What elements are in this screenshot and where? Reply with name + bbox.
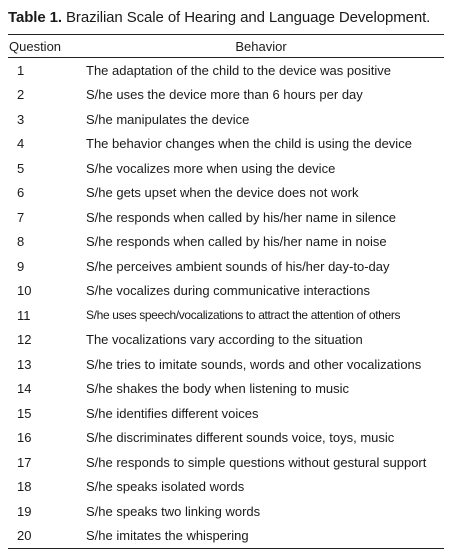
behavior-text: S/he perceives ambient sounds of his/her day-to-day — [86, 258, 390, 274]
behavior-table — [8, 34, 444, 549]
question-number: 3 — [17, 111, 25, 127]
table-row — [8, 254, 444, 279]
table-row — [8, 524, 444, 549]
question-number: 2 — [17, 87, 25, 103]
question-number: 14 — [17, 381, 32, 397]
behavior-text: S/he discriminates different sounds voice, toys, music — [86, 430, 395, 446]
table-row — [8, 107, 444, 132]
behavior-text: The adaptation of the child to the device was positive — [86, 62, 391, 78]
table-row — [8, 475, 444, 500]
header-behavior: Behavior — [78, 35, 444, 58]
table-row — [8, 352, 444, 377]
behavior-text: S/he uses the device more than 6 hours per day — [86, 87, 363, 103]
table-row — [8, 230, 444, 255]
question-number: 7 — [17, 209, 25, 225]
behavior-text: S/he responds when called by his/her name in silence — [86, 209, 397, 225]
question-number: 16 — [17, 430, 32, 446]
question-number: 20 — [8, 524, 78, 549]
table-row — [8, 426, 444, 451]
header-question: Question — [8, 35, 78, 58]
behavior-text: S/he shakes the body when listening to music — [86, 381, 350, 397]
question-number: 9 — [17, 258, 25, 274]
behavior-text: S/he vocalizes more when using the device — [86, 160, 336, 176]
behavior-text: S/he manipulates the device — [86, 111, 250, 127]
question-number: 17 — [17, 454, 32, 470]
behavior-text: S/he identifies different voices — [86, 405, 259, 421]
table-row — [8, 132, 444, 157]
table-row — [8, 377, 444, 402]
table-row — [8, 450, 444, 475]
question-number: 19 — [17, 503, 32, 519]
behavior-text: S/he gets upset when the device does not work — [86, 185, 359, 201]
behavior-text: The vocalizations vary according to the situation — [86, 332, 363, 348]
table-row — [8, 328, 444, 353]
question-number: 15 — [17, 405, 32, 421]
behavior-text: S/he uses speech/vocalizations to attract the attention of others — [86, 308, 401, 323]
behavior-text: The behavior changes when the child is using the device — [86, 136, 412, 152]
question-number: 1 — [17, 62, 25, 78]
behavior-text: S/he responds when called by his/her name in noise — [86, 234, 387, 250]
behavior-text: S/he responds to simple questions without gestural support — [86, 454, 427, 470]
table-row — [8, 499, 444, 524]
table-row — [8, 181, 444, 206]
behavior-text: S/he speaks isolated words — [86, 479, 245, 495]
behavior-text: S/he speaks two linking words — [86, 503, 261, 519]
table-body — [8, 58, 444, 549]
behavior-text: S/he imitates the whispering — [78, 524, 444, 549]
question-number: 18 — [17, 479, 32, 495]
question-number: 8 — [17, 234, 25, 250]
table-row — [8, 156, 444, 181]
question-number: 11 — [17, 307, 31, 323]
question-number: 5 — [17, 160, 25, 176]
table-header — [8, 35, 444, 58]
table-row — [8, 205, 444, 230]
table-row — [8, 58, 444, 83]
table-caption — [8, 8, 444, 28]
table-row — [8, 83, 444, 108]
table-row — [8, 303, 444, 328]
question-number: 13 — [17, 356, 32, 372]
question-number: 4 — [17, 136, 25, 152]
behavior-text: S/he vocalizes during communicative interactions — [86, 283, 370, 299]
header-row — [8, 35, 444, 58]
table-caption-label: Table 1. — [8, 9, 62, 26]
table-row — [8, 401, 444, 426]
question-number: 6 — [17, 185, 25, 201]
question-number: 10 — [17, 283, 32, 299]
question-number: 12 — [17, 332, 32, 348]
behavior-text: S/he tries to imitate sounds, words and other vocalizations — [86, 356, 422, 372]
table-row — [8, 279, 444, 304]
table-caption-text: Brazilian Scale of Hearing and Language Development. — [66, 9, 431, 26]
